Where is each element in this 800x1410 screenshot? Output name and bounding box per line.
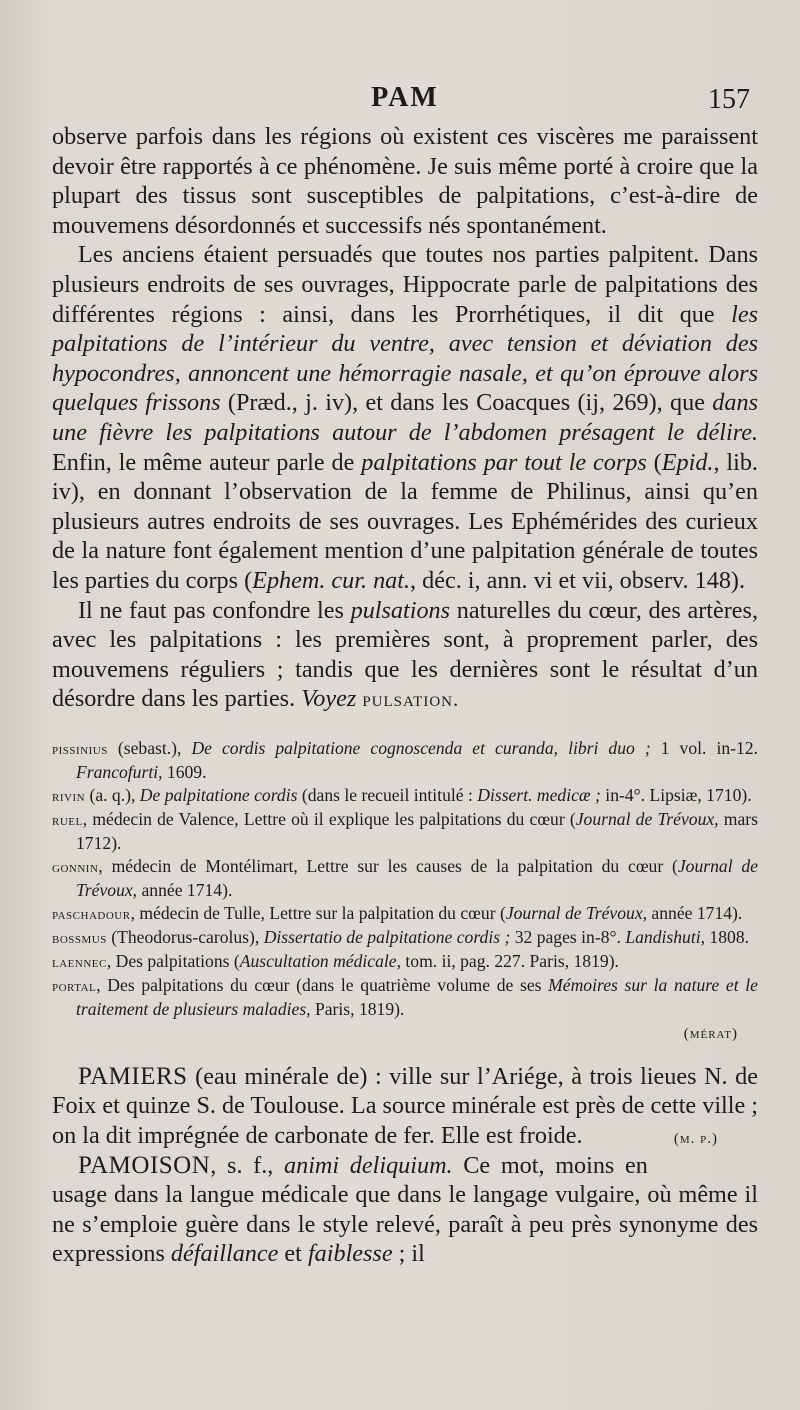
paragraph-1: observe parfois dans les régions où existent ces viscères me paraissent devoir être rapportés à ce phénomène. Je suis même porté à croire que la plupart des tissus sont susceptibles de palpitations, c’est-à-dire de mouvemens désordonnés et successifs nés spontanément. (52, 123, 758, 239)
headword: PAMOISON (78, 1151, 211, 1179)
cross-reference: pulsation. (362, 687, 460, 712)
biblio-entry: paschadour, médecin de Tulle, Lettre sur la palpitation du cœur (Journal de Trévoux, année 1714). (52, 902, 743, 923)
entry-pamoison: PAMOISON, s. f., animi deliquium. Ce mot, moins en usage dans la langue médicale que dans le langage vulgaire, où même il ne s’emploie guère dans le style relevé, paraît à peu près synonyme des expressions défaillance et faiblesse ; il (52, 1151, 758, 1268)
headword: PAMIERS (78, 1062, 188, 1090)
entry-pamiers: PAMIERS (eau minérale de) : ville sur l’Ariége, à trois lieues N. de Foix et quinze S. de Toulouse. La source minérale est près de cette ville ; on la dit imprégnée de carbonate de fer. Elle est froide. (m. p.) (52, 1062, 758, 1151)
biblio-entry: pissinius (sebast.), De cordis palpitatione cognoscenda et curanda, libri duo ; 1 vol. in-12. Francofurti, 1609. (52, 737, 758, 782)
biblio-entry: gonnin, médecin de Montélimart, Lettre sur les causes de la palpitation du cœur (Journal de Trévoux, année 1714). (52, 855, 758, 900)
main-text (52, 122, 758, 715)
biblio-entry: bossmus (Theodorus-carolus), Dissertatio de palpitatione cordis ; 32 pages in-8°. Landishuti, 1808. (52, 926, 750, 947)
running-title: PAM (371, 82, 439, 113)
paragraph-3: Il ne faut pas confondre les pulsations naturelles du cœur, des artères, avec les palpitations : les premières sont, à proprement parler, des mouvemens réguliers ; tandis que les dernières sont le résultat d’un désordre dans les parties. Voyez pulsation. (52, 596, 758, 713)
biblio-entry: portal, Des palpitations du cœur (dans le quatrième volume de ses Mémoires sur la nature et le traitement de plusieurs maladies, Paris, 1819). (52, 974, 758, 1019)
biblio-entry: rivin (a. q.), De palpitatione cordis (dans le recueil intitulé : Dissert. medicæ ; in-4°. Lipsiæ, 1710). (52, 784, 752, 805)
paragraph-2: Les anciens étaient persuadés que toutes nos parties palpitent. Dans plusieurs endroits de ses ouvrages, Hippocrate parle de palpitations des différentes régions : ainsi, dans les Prorrhétiques, il dit que les palpitations de l’intérieur du ventre, avec tension et déviation des hypocondres, annoncent une hémorragie nasale, et qu’on éprouve alors quelques frissons (Præd., j. iv), et dans les Coacques (ij, 269), que dans une fièvre les palpitations autour de l’abdomen présagent le délire. Enfin, le même auteur parle de palpitations par tout le corps (Epid., lib. iv), en donnant l’observation de la femme de Philinus, ainsi qu’en plusieurs autres endroits de ses ouvrages. Les Ephémérides des curieux de la nature font également mention d’une palpitation générale de toutes les parties du corps (Ephem. cur. nat., déc. i, ann. vi et vii, observ. 148). (52, 241, 758, 594)
bibliography (52, 737, 758, 1046)
page-header (52, 82, 758, 122)
page-number: 157 (708, 84, 750, 115)
entry-signature: (m. p.) (673, 1131, 718, 1148)
biblio-entry: ruel, médecin de Valence, Lettre où il explique les palpitations du cœur (Journal de Trévoux, mars 1712). (52, 808, 758, 853)
biblio-entry: laennec, Des palpitations (Auscultation médicale, tom. ii, pag. 227. Paris, 1819). (52, 950, 619, 971)
biblio-signature: (mérat) (683, 1025, 738, 1042)
